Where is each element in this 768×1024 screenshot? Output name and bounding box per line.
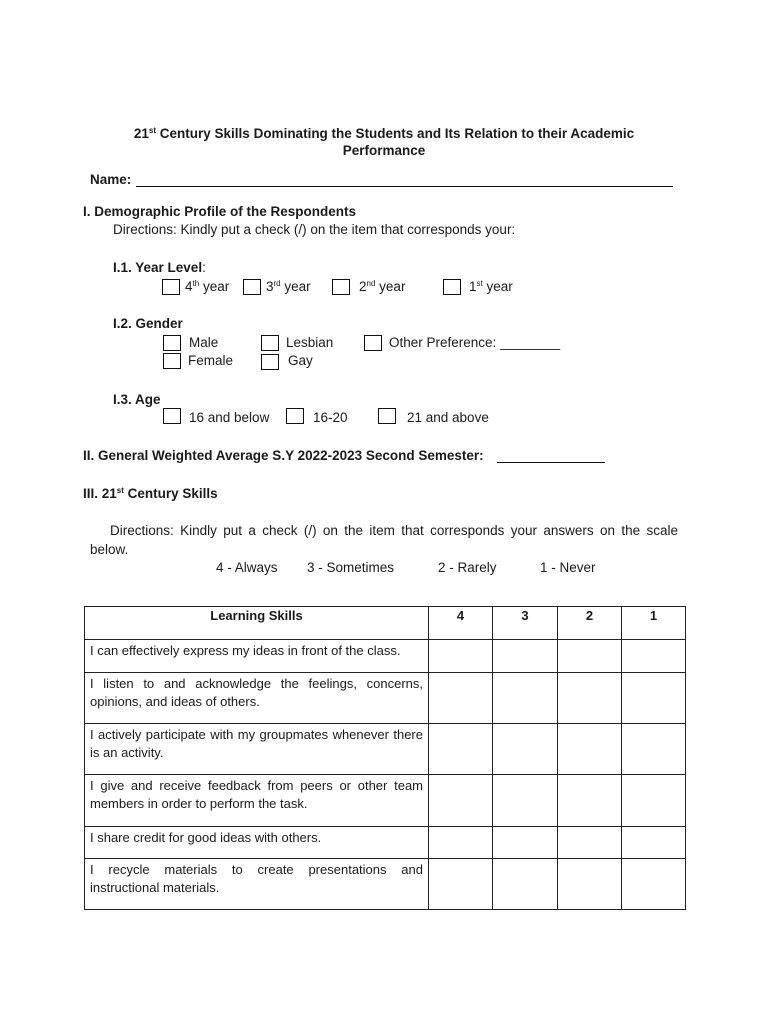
learning-skills-table: [84, 606, 686, 910]
name-label: Name:: [90, 172, 132, 187]
option-4th-year: 4th year: [185, 279, 230, 294]
scale-sometimes: 3 - Sometimes: [307, 560, 395, 575]
header-3: 3: [493, 607, 558, 640]
checkbox-lesbian[interactable]: [261, 335, 279, 351]
rating-cell-1[interactable]: [622, 859, 686, 910]
rating-cell-2[interactable]: [558, 673, 622, 724]
section-1-directions: Directions: Kindly put a check (/) on the item that corresponds your:: [113, 222, 516, 237]
rating-cell-2[interactable]: [558, 827, 622, 859]
option-3rd-year: 3rd year: [266, 279, 311, 294]
scale-rarely: 2 - Rarely: [438, 560, 497, 575]
rating-cell-4[interactable]: [429, 775, 493, 827]
rating-cell-4[interactable]: [429, 724, 493, 775]
checkbox-3rd-year[interactable]: [243, 279, 261, 295]
table-row: [85, 775, 686, 827]
scale-never: 1 - Never: [540, 560, 596, 575]
section-3-heading: III. 21st Century Skills: [83, 486, 218, 501]
rating-cell-3[interactable]: [493, 673, 558, 724]
rating-cell-1[interactable]: [622, 775, 686, 827]
checkbox-female[interactable]: [163, 353, 181, 369]
name-blank-line[interactable]: [136, 172, 673, 187]
skill-statement: I share credit for good ideas with others.: [85, 827, 429, 859]
option-other-preference: Other Preference: ________: [389, 335, 561, 350]
option-male: Male: [189, 335, 219, 350]
option-lesbian: Lesbian: [286, 335, 334, 350]
rating-cell-4[interactable]: [429, 640, 493, 673]
skill-statement: I listen to and acknowledge the feelings, concerns, opinions, and ideas of others.: [85, 673, 429, 724]
skill-statement: I actively participate with my groupmates whenever there is an activity.: [85, 724, 429, 775]
checkbox-1st-year[interactable]: [443, 279, 461, 295]
table-row: [85, 673, 686, 724]
section-3-directions-line-2: below.: [90, 542, 129, 557]
rating-cell-1[interactable]: [622, 673, 686, 724]
header-1: 1: [622, 607, 686, 640]
option-2nd-year: 2nd year: [359, 279, 406, 294]
section-1-heading: I. Demographic Profile of the Respondents: [83, 204, 357, 219]
option-1st-year: 1st year: [469, 279, 513, 294]
header-4: 4: [429, 607, 493, 640]
rating-cell-3[interactable]: [493, 827, 558, 859]
rating-cell-3[interactable]: [493, 859, 558, 910]
table-header-row: [85, 607, 686, 640]
option-16-20: 16-20: [313, 410, 348, 425]
header-learning-skills: Learning Skills: [85, 607, 429, 640]
document-title: [96, 125, 672, 159]
checkbox-16-and-below[interactable]: [163, 408, 181, 424]
scale-always: 4 - Always: [216, 560, 278, 575]
checkbox-21-and-above[interactable]: [378, 408, 396, 424]
rating-cell-4[interactable]: [429, 673, 493, 724]
rating-cell-2[interactable]: [558, 724, 622, 775]
option-gay: Gay: [288, 353, 313, 368]
rating-cell-2[interactable]: [558, 775, 622, 827]
title-line-2: Performance: [342, 143, 426, 158]
rating-cell-1[interactable]: [622, 827, 686, 859]
rating-cell-4[interactable]: [429, 859, 493, 910]
table-row: [85, 640, 686, 673]
rating-cell-3[interactable]: [493, 775, 558, 827]
header-2: 2: [558, 607, 622, 640]
checkbox-male[interactable]: [163, 335, 181, 351]
rating-cell-3[interactable]: [493, 724, 558, 775]
option-21-and-above: 21 and above: [407, 410, 489, 425]
checkbox-gay[interactable]: [261, 354, 279, 370]
rating-cell-2[interactable]: [558, 859, 622, 910]
skill-statement: I can effectively express my ideas in front of the class.: [85, 640, 429, 673]
table-row: [85, 827, 686, 859]
gender-label: I.2. Gender: [113, 316, 183, 331]
rating-cell-1[interactable]: [622, 724, 686, 775]
checkbox-other-preference[interactable]: [364, 335, 382, 351]
rating-cell-4[interactable]: [429, 827, 493, 859]
table-row: [85, 859, 686, 910]
rating-cell-3[interactable]: [493, 640, 558, 673]
section-2-heading: II. General Weighted Average S.Y 2022-2023 Second Semester:: [83, 448, 484, 463]
checkbox-2nd-year[interactable]: [332, 279, 350, 295]
table-row: [85, 724, 686, 775]
year-level-label: I.1. Year Level:: [113, 260, 206, 275]
option-16-and-below: 16 and below: [189, 410, 270, 425]
checkbox-16-20[interactable]: [286, 408, 304, 424]
checkbox-4th-year[interactable]: [162, 279, 180, 295]
title-line-1: 21st Century Skills Dominating the Students and Its Relation to their Academic: [133, 126, 635, 141]
gwa-blank-line[interactable]: [497, 448, 605, 463]
age-label: I.3. Age: [113, 392, 161, 407]
option-female: Female: [188, 353, 234, 368]
skill-statement: I recycle materials to create presentations and instructional materials.: [85, 859, 429, 910]
section-3-directions-line-1: Directions: Kindly put a check (/) on the item that corresponds your answers on the scale: [110, 523, 678, 538]
rating-cell-2[interactable]: [558, 640, 622, 673]
rating-cell-1[interactable]: [622, 640, 686, 673]
skill-statement: I give and receive feedback from peers or other team members in order to perform the task.: [85, 775, 429, 827]
